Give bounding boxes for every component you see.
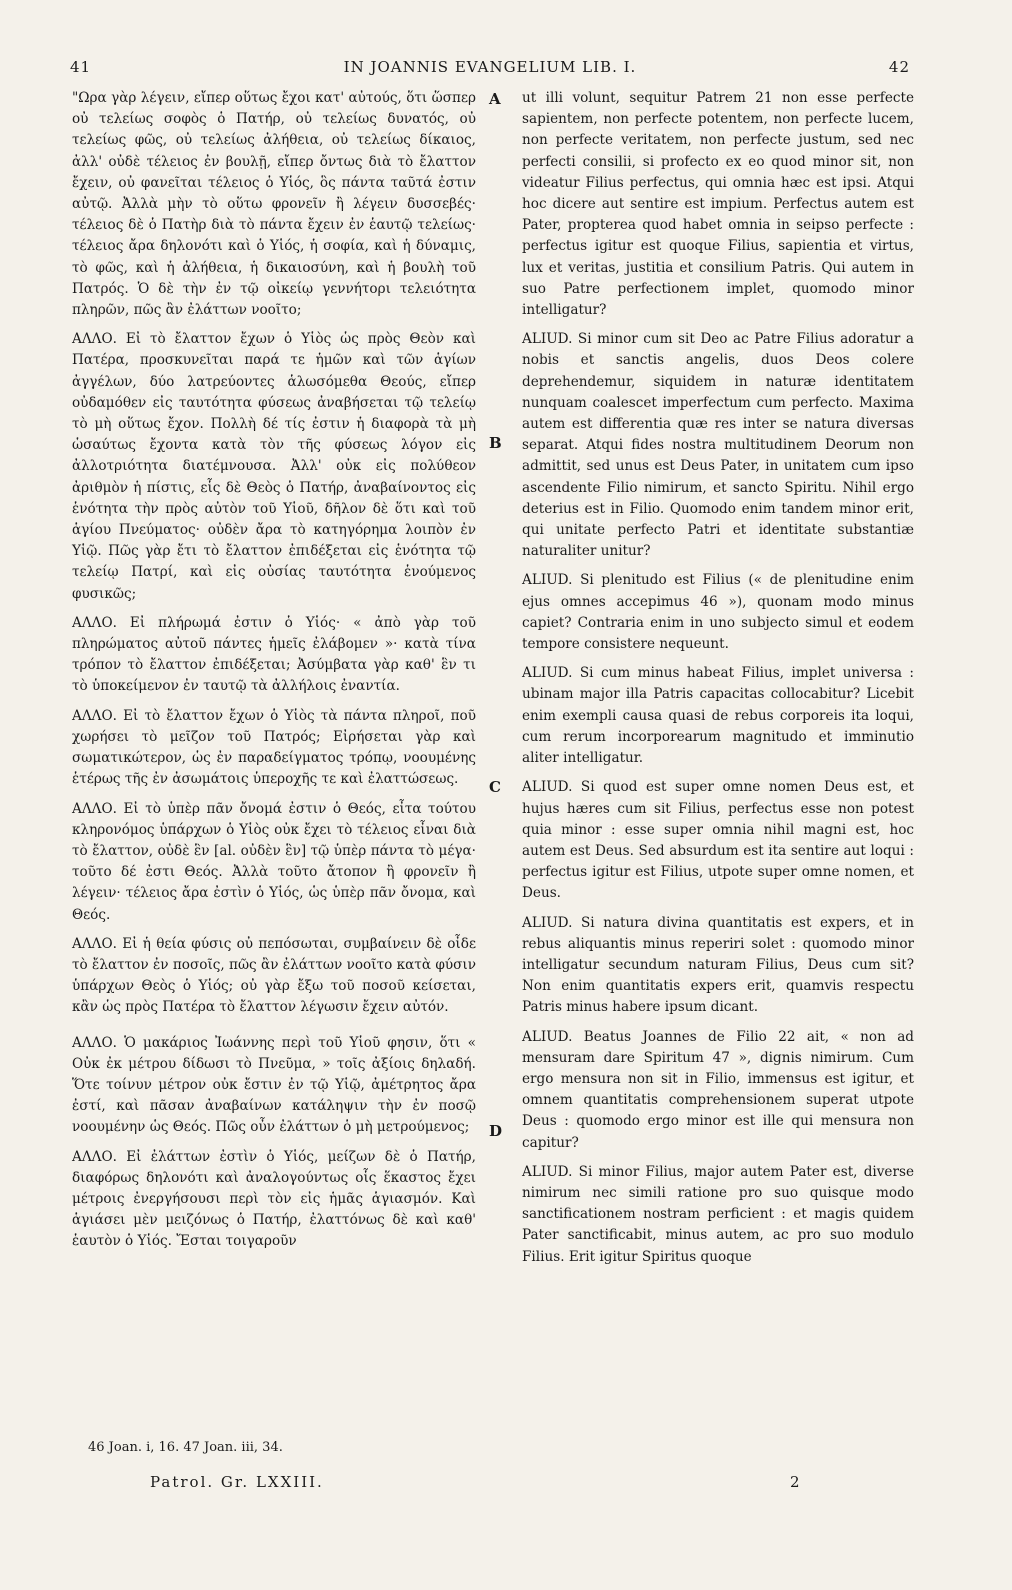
greek-paragraph: ΑΛΛΟ. Εἰ ἡ θεία φύσις οὐ πεπόσωται, συμβαίνειν δὲ οἶδε τὸ ἔλαττον ἐν ποσοῖς, πῶς ἂν ἐλάττων νοοῖτο κατὰ φύσιν ὑπάρχων Θεὸς ὁ Υἱός; οὐ γὰρ ἔξω τοῦ ποσοῦ κείσεται, κἂν ὡς πρὸς Πατέρα τὸ ἔλαττον λέγωσιν ἔχειν αὐτόν. <box>72 935 476 1016</box>
margin-letter-b: B <box>489 434 502 452</box>
latin-paragraph: ALIUD. Beatus Joannes de Filio 22 ait, « non ad mensuram dare Spiritum 47 », dignis nimirum. Cum ergo mensura non sit in Filio, immensus est igitur, et omnem quantitatis comprehensionem superat utpote Deus : quomodo ergo minor est ille qui mensura non capitur? <box>522 1028 914 1151</box>
latin-paragraph: ALIUD. Si natura divina quantitatis est expers, et in rebus aliquantis minus reperiri solet : quomodo minor intelligatur secundum naturam Filius, Deus cum sit? Non enim quantitatis expers erit, quamvis respectu Patris minus habere ipsum dicant. <box>522 914 914 1016</box>
latin-paragraph: ALIUD. Si minor cum sit Deo ac Patre Filius adoratur a nobis et sanctis angelis, duos Deos colere deprehendemur, siquidem in naturæ identitatem nunquam coalescet imperfectum cum perfecto. Maxima autem est differentia quæ res inter se natura diversas separat. Atqui fides nostra multitudinem Deorum non admittit, sed unus est Deus Pater, in unitatem cum ipso ascendente Filio nimirum, et sancto Spiritu. Nihil ergo deterius est in Filio. Quomodo enim tandem minor erit, qui unitate perfecto Patri et identitate substantiæ naturaliter unitur? <box>522 331 914 560</box>
signature-line <box>150 1473 850 1499</box>
series-signature: Patrol. Gr. LXXIII. <box>150 1473 324 1491</box>
greek-paragraph: ΑΛΛΟ. Ὁ μακάριος Ἰωάννης περὶ τοῦ Υἱοῦ φησιν, ὅτι « Οὐκ ἐκ μέτρου δίδωσι τὸ Πνεῦμα, » τοῖς ἀξίοις δηλαδή. Ὅτε τοίνυν μέτρον οὐκ ἔστιν ἐν τῷ Υἱῷ, ἀμέτρητος ἄρα ἐστί, καὶ πᾶσαν ἀναβαίνων κατάληψιν τὴν ἐν ποσῷ νοουμένην ὡς Θεός. Πῶς οὖν ἐλάττων ὁ μὴ μετρούμενος; <box>72 1034 476 1136</box>
gathering-number: 2 <box>790 1473 802 1491</box>
margin-letter-c: C <box>489 778 501 796</box>
greek-paragraph: ΑΛΛΟ. Εἰ τὸ ὑπὲρ πᾶν ὄνομά ἐστιν ὁ Θεός, εἶτα τούτου κληρονόμος ὑπάρχων ὁ Υἱὸς οὐκ ἔχει τὸ τέλειος εἶναι διὰ τὸ ἔλαττον, οὐδὲ ἓν [al. οὐδὲν ἓν] τῷ ὑπὲρ πάντα τὸ μέγα· τοῦτο δέ ἐστι Θεός. Ἀλλὰ τοῦτο ἄτοπον ἢ φρονεῖν ἢ λέγειν· τέλειος ἄρα ἐστὶν ὁ Υἱός, ὡς ὑπὲρ πᾶν ὄνομα, καὶ Θεός. <box>72 800 476 923</box>
greek-paragraph: ΑΛΛΟ. Εἰ πλήρωμά ἐστιν ὁ Υἱός· « ἀπὸ γὰρ τοῦ πληρώματος αὐτοῦ πάντες ἡμεῖς ἐλάβομεν »· κατὰ τίνα τρόπον τὸ ἔλαττον ἐπιδέξεται; Ἀσύμβατα γὰρ καθ' ἓν τι τὸ ὑποκείμενον ἐν ταυτῷ τὰ ἀλλήλοις ἐναντία. <box>72 614 476 695</box>
margin-letter-a: A <box>489 90 501 108</box>
running-title: IN JOANNIS EVANGELIUM LIB. I. <box>343 58 637 76</box>
footnotes: 46 Joan. i, 16. 47 Joan. iii, 34. <box>88 1440 283 1455</box>
greek-paragraph: ΑΛΛΟ. Εἰ ἐλάττων ἐστὶν ὁ Υἱός, μείζων δὲ ὁ Πατήρ, διαφόρως δηλονότι καὶ ἀναλογούντως οἷς ἕκαστος ἔχει μέτροις ἐνεργήσουσι περὶ τὸν εἰς ἡμᾶς ἁγιασμόν. Καὶ ἁγιάσει μὲν μειζόνως ὁ Πατήρ, ἐλαττόνως δὲ καὶ καθ' ἑαυτὸν ὁ Υἱός. Ἔσται τοιγαροῦν <box>72 1148 476 1250</box>
greek-paragraph: "Ωρα γὰρ λέγειν, εἴπερ οὕτως ἔχοι κατ' αὐτούς, ὅτι ὥσπερ οὐ τελείως σοφὸς ὁ Πατήρ, οὐ τελείως δυνατός, οὐ τελείως φῶς, οὐ τελείως ἀλήθεια, οὐ τελείως δίκαιος, ἀλλ' οὐδὲ τέλειος ἐν βουλῇ, εἴπερ ὄντως διὰ τὸ ἔλαττον ἔχειν, οὐ φανεῖται τέλειος ὁ Υἱός, ὃς πάντα ταῦτά ἐστιν αὐτῷ. Ἀλλὰ μὴν τὸ οὕτω φρονεῖν ἢ λέγειν δυσσεβές· τέλειος δὲ ὁ Πατὴρ διὰ τὸ πάντα ἔχειν ἐν ἑαυτῷ τελείως· τέλειος ἄρα δηλονότι καὶ ὁ Υἱός, ἡ σοφία, καὶ ἡ δύναμις, τὸ φῶς, καὶ ἡ ἀλήθεια, ἡ δικαιοσύνη, καὶ ἡ βουλὴ τοῦ Πατρός. Ὁ δὲ τὴν ἐν τῷ οἰκείῳ γεννήτορι τελειότητα πληρῶν, πῶς ἂν ἐλάττων νοοῖτο; <box>72 90 476 319</box>
latin-paragraph: ALIUD. Si plenitudo est Filius (« de plenitudine enim ejus omnes accepimus 46 »), quonam modo minus capiet? Contraria enim in uno subjecto simul et eodem tempore consistere nequeunt. <box>522 572 914 653</box>
margin-letter-d: D <box>489 1122 503 1140</box>
latin-paragraph: ALIUD. Si minor Filius, major autem Pater est, diverse nimirum nec simili ratione pro suo quisque modo sanctificationem nostram perficient : et magis quidem Pater sanctificabit, minus autem, ac pro suo modulo Filius. Erit igitur Spiritus quoque <box>522 1163 914 1265</box>
page-number-right: 42 <box>888 58 910 76</box>
greek-paragraph: ΑΛΛΟ. Εἰ τὸ ἔλαττον ἔχων ὁ Υἱὸς ὡς πρὸς Θεὸν καὶ Πατέρα, προσκυνεῖται παρά τε ἡμῶν καὶ τῶν ἁγίων ἀγγέλων, δύο λατρεύοντες ἁλωσόμεθα Θεούς, εἴπερ οὐδαμόθεν εἰς ταυτότητα φύσεως ἀναβήσεται τῷ τελείῳ τὸ μὴ οὕτως ἔχον. Πολλὴ δέ τίς ἐστιν ἡ διαφορὰ τὰ μὴ ὡσαύτως ἔχοντα κατὰ τὸν τῆς φύσεως λόγον εἰς ἀλλοτριότητα διατέμνουσα. Ἀλλ' οὐκ εἰς πολύθεον ἀριθμὸν ἡ πίστις, εἷς δὲ Θεὸς ὁ Πατήρ, ἀναβαίνοντος εἰς ἑνότητα τὴν πρὸς αὐτὸν τοῦ Υἱοῦ, δῆλον δὲ ὅτι καὶ τοῦ ἁγίου Πνεύματος· οὐδὲν ἄρα τὸ κατηγόρημα λοιπὸν ἐν Υἱῷ. Πῶς γὰρ ἔτι τὸ ἔλαττον ἐπιδέξεται εἰς ἑνότητα τῷ τελείῳ Πατρί, καὶ εἰς οὐσίας ταυτότητα ἑνούμενος φυσικῶς; <box>72 331 476 602</box>
page-number-left: 41 <box>70 58 92 76</box>
running-header <box>70 58 910 84</box>
latin-paragraph: ut illi volunt, sequitur Patrem 21 non esse perfecte sapientem, non perfecte potentem, non perfecte lucem, non perfecte veritatem, non perfecte justum, sed nec perfecti consilii, si profecto ex eo quod minor sit, non videatur Filius perfectus, qui omnia hæc est ipsi. Atqui hoc dicere aut sentire est impium. Perfectus autem est Pater, propterea quod habet omnia in seipso perfecte : perfectus igitur est quoque Filius, sapientia et virtus, lux et veritas, justitia et consilium Patris. Qui autem in suo Patre perfectionem implet, quomodo minor intelligatur? <box>522 90 914 319</box>
latin-paragraph: ALIUD. Si cum minus habeat Filius, implet universa : ubinam major illa Patris capacitas collocabitur? Licebit enim exempli causa quasi de rebus corporeis ita loqui, cum rerum incorporearum magnitudo et imminutio aliter intelligatur. <box>522 665 914 767</box>
greek-column <box>72 88 476 1261</box>
greek-paragraph: ΑΛΛΟ. Εἰ τὸ ἔλαττον ἔχων ὁ Υἱὸς τὰ πάντα πληροῖ, ποῦ χωρήσει τὸ μεῖζον τοῦ Πατρός; Εἰρήσεται γὰρ καὶ σωματικώτερον, ὡς ἐν παραδείγματος τρόπῳ, νοουμένης ἑτέρως τῆς ἐν ἀσωμάτοις ὑπεροχῆς τε καὶ ἐλαττώσεως. <box>72 707 476 788</box>
latin-column <box>522 88 914 1276</box>
latin-paragraph: ALIUD. Si quod est super omne nomen Deus est, et hujus hæres cum sit Filius, perfectus esse non potest quia minor : esse super omnia nihil magni est, hoc autem est Deus. Sed absurdum est ita sentire aut loqui : perfectus igitur est Filius, utpote super omne nomen, et Deus. <box>522 779 914 902</box>
